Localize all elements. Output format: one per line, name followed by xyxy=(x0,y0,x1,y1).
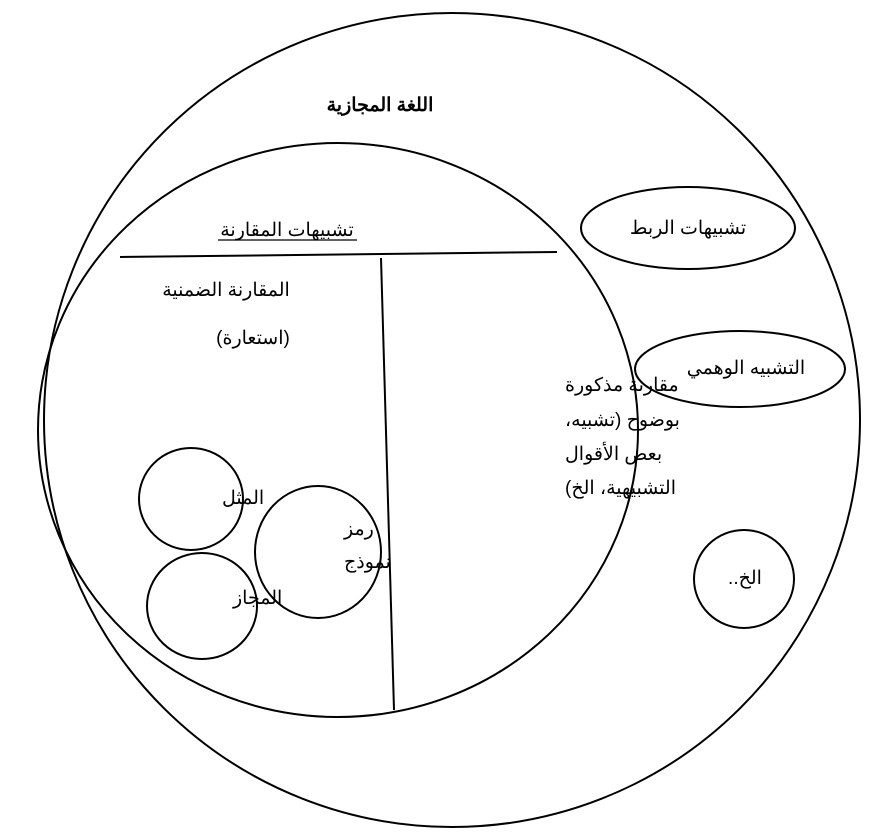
figurative-language-outer-circle xyxy=(44,13,860,827)
metaphor-label: المجاز xyxy=(233,588,283,609)
implicit-comparison-title: المقارنة الضمنية xyxy=(162,280,290,301)
implicit-explicit-divider xyxy=(381,258,394,710)
comparison-similes-heading: تشبيهات المقارنة xyxy=(220,220,354,241)
explicit-comparison-line-1: مقارنة مذكورة xyxy=(565,375,679,396)
symbol-label: رمز xyxy=(344,519,374,540)
etc-label: الخ.. xyxy=(728,568,762,589)
model-label: نموذج xyxy=(344,552,391,573)
comparison-heading-divider xyxy=(120,252,557,257)
diagram-title: اللغة المجازية xyxy=(326,95,434,116)
explicit-comparison-line-2: بوضوح (تشبيه، xyxy=(565,410,680,431)
implicit-comparison-subtitle: (استعارة) xyxy=(216,328,290,349)
proverb-label: المثل xyxy=(222,488,265,509)
explicit-comparison-line-3: بعض الأقوال xyxy=(565,444,663,465)
connective-similes-label: تشبيهات الربط xyxy=(629,218,747,239)
explicit-comparison-line-4: التشبيهية، الخ) xyxy=(565,478,676,499)
imaginary-simile-label: التشبيه الوهمي xyxy=(686,358,806,379)
